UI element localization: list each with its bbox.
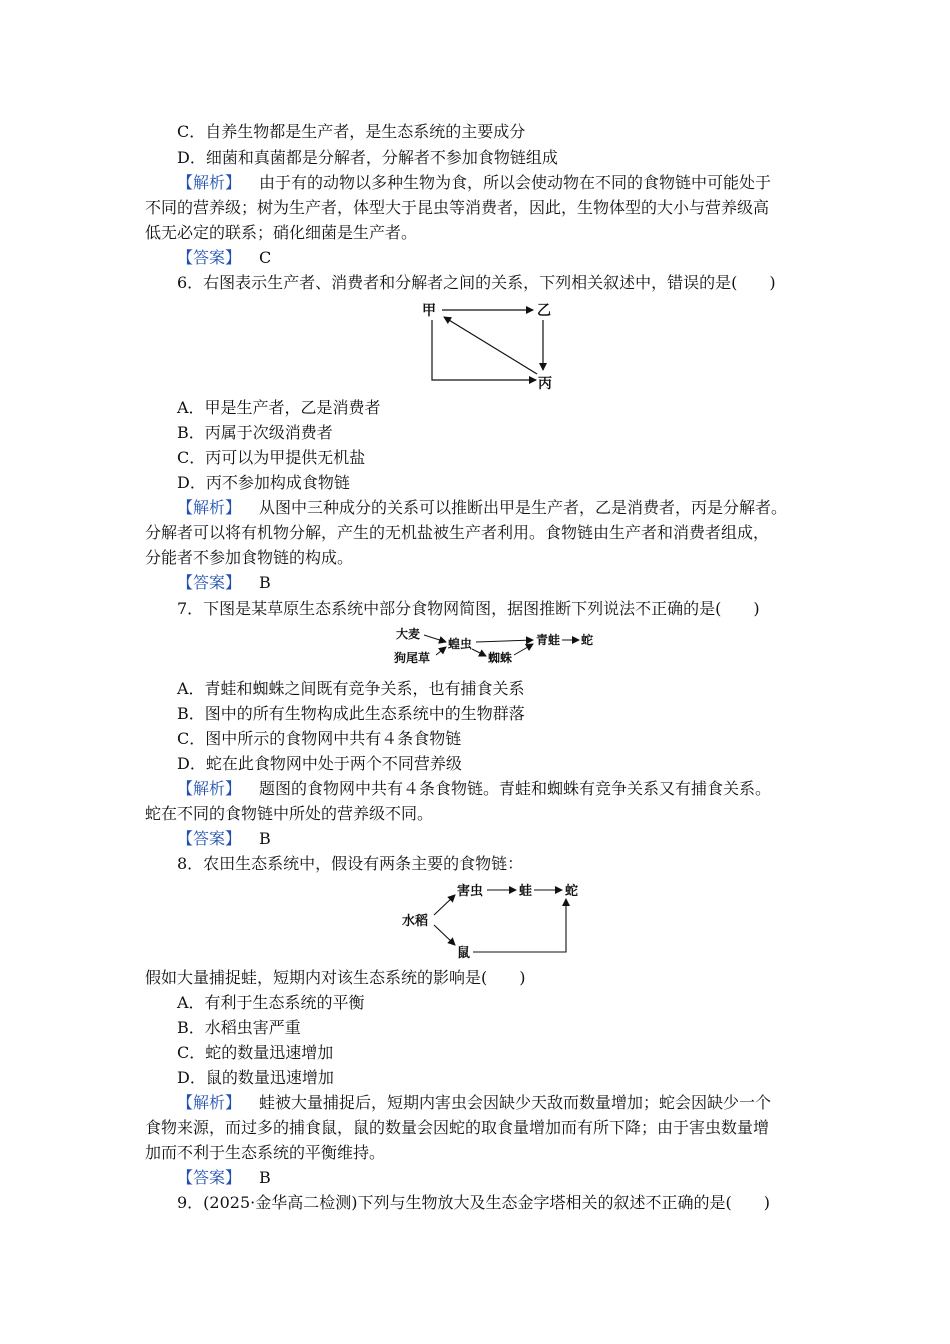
- answer-tag: 【答案】: [177, 1168, 242, 1187]
- q7-option-c: C．图中所示的食物网中共有４条食物链: [177, 729, 462, 748]
- q8-question: 假如大量捕捉蛙，短期内对该生态系统的影响是( ): [145, 968, 526, 987]
- q6-node-jia: 甲: [422, 303, 436, 319]
- q7-node-huangchong: 蝗虫: [448, 637, 473, 651]
- answer-tag: 【答案】: [177, 248, 242, 267]
- answer-tag: 【答案】: [177, 829, 242, 848]
- q7-answer: 【答案】 B: [177, 829, 271, 848]
- q7-option-a: A．青蛙和蜘蛛之间既有竞争关系，也有捕食关系: [177, 679, 525, 698]
- q8-node-she: 蛇: [565, 884, 579, 899]
- analysis-tag: 【解析】: [177, 1093, 242, 1112]
- answer-tag: 【答案】: [177, 573, 242, 592]
- q7-stem: 7．下图是某草原生态系统中部分食物网简图，据图推断下列说法不正确的是( ): [177, 599, 760, 618]
- q6-answer: 【答案】 B: [177, 573, 271, 592]
- q8-option-b: B．水稻虫害严重: [177, 1018, 301, 1037]
- q6-option-d: D．丙不参加构成食物链: [177, 473, 350, 492]
- q6-arrow-bing-jia: [444, 317, 537, 374]
- q6-node-bing: 丙: [538, 376, 552, 392]
- q5-analysis-line-1: 【解析】 由于有的动物以多种生物为食，所以会使动物在不同的食物链中可能处于: [177, 173, 772, 192]
- q7-node-damai: 大麦: [396, 627, 421, 641]
- q7-node-zhizhu: 蜘蛛: [488, 651, 513, 665]
- q8-food-chain-diagram: [400, 877, 585, 962]
- q8-option-c: C．蛇的数量迅速增加: [177, 1043, 334, 1062]
- q6-arrow-jia-bing: [432, 320, 536, 380]
- q8-answer: 【答案】 B: [177, 1168, 271, 1187]
- q8-stem: 8．农田生态系统中，假设有两条主要的食物链：: [177, 854, 524, 873]
- q7-node-gouweicao: 狗尾草: [394, 651, 431, 665]
- q8-option-d: D．鼠的数量迅速增加: [177, 1068, 334, 1087]
- q6-analysis-line-2: 分解者可以将有机物分解，产生的无机盐被生产者利用。食物链由生产者和消费者组成，: [145, 523, 770, 542]
- q8-node-shu: 鼠: [457, 946, 471, 961]
- q5-option-c: C．自养生物都是生产者，是生态系统的主要成分: [177, 122, 526, 141]
- analysis-tag: 【解析】: [177, 498, 242, 517]
- q6-ecosystem-diagram: [420, 298, 565, 393]
- q6-stem: 6．右图表示生产者、消费者和分解者之间的关系，下列相关叙述中，错误的是( ): [177, 273, 776, 292]
- q8-node-shuidao: 水稻: [402, 914, 429, 929]
- q8-analysis-line-2: 食物来源，而过多的捕食鼠，鼠的数量会因蛇的取食量增加而有所下降；由于害虫数量增: [145, 1118, 770, 1137]
- analysis-tag: 【解析】: [177, 779, 242, 798]
- q8-node-wa: 蛙: [519, 884, 533, 899]
- q8-analysis-line-3: 加而不利于生态系统的平衡维持。: [145, 1143, 386, 1162]
- q6-analysis-line-3: 分能者不参加食物链的构成。: [145, 548, 354, 567]
- q6-option-a: A．甲是生产者，乙是消费者: [177, 398, 381, 417]
- q6-analysis-line-1: 【解析】 从图中三种成分的关系可以推断出甲是生产者，乙是消费者，丙是分解者。: [177, 498, 788, 517]
- q5-analysis-line-2: 不同的营养级；树为生产者，体型大于昆虫等消费者，因此，生物体型的大小与营养级高: [145, 198, 770, 217]
- q6-option-c: C．丙可以为甲提供无机盐: [177, 448, 366, 467]
- q8-node-haichong: 害虫: [457, 884, 484, 899]
- q7-node-she: 蛇: [581, 633, 594, 647]
- q7-option-b: B．图中的所有生物构成此生态系统中的生物群落: [177, 704, 525, 723]
- q6-option-b: B．丙属于次级消费者: [177, 423, 333, 442]
- q9-stem: 9．(2025·金华高二检测)下列与生物放大及生态金字塔相关的叙述不正确的是( ): [177, 1193, 770, 1212]
- q8-option-a: A．有利于生态系统的平衡: [177, 993, 365, 1012]
- q8-analysis-line-1: 【解析】 蛙被大量捕捉后，短期内害虫会因缺少天敌而数量增加；蛇会因缺少一个: [177, 1093, 772, 1112]
- q5-option-d: D．细菌和真菌都是分解者，分解者不参加食物链组成: [177, 148, 558, 167]
- q7-analysis-line-2: 蛇在不同的食物链中所处的营养级不同。: [145, 804, 434, 823]
- analysis-tag: 【解析】: [177, 173, 242, 192]
- q7-option-d: D．蛇在此食物网中处于两个不同营养级: [177, 754, 462, 773]
- q5-analysis-line-3: 低无必定的联系；硝化细菌是生产者。: [145, 223, 418, 242]
- q5-answer: 【答案】 C: [177, 248, 272, 267]
- q7-node-qingwa: 青蛙: [536, 633, 561, 647]
- q7-food-web-diagram: [392, 622, 607, 668]
- q7-analysis-line-1: 【解析】 题图的食物网中共有４条食物链。青蛙和蜘蛛有竞争关系又有捕食关系。: [177, 779, 772, 798]
- q6-node-yi: 乙: [537, 303, 551, 319]
